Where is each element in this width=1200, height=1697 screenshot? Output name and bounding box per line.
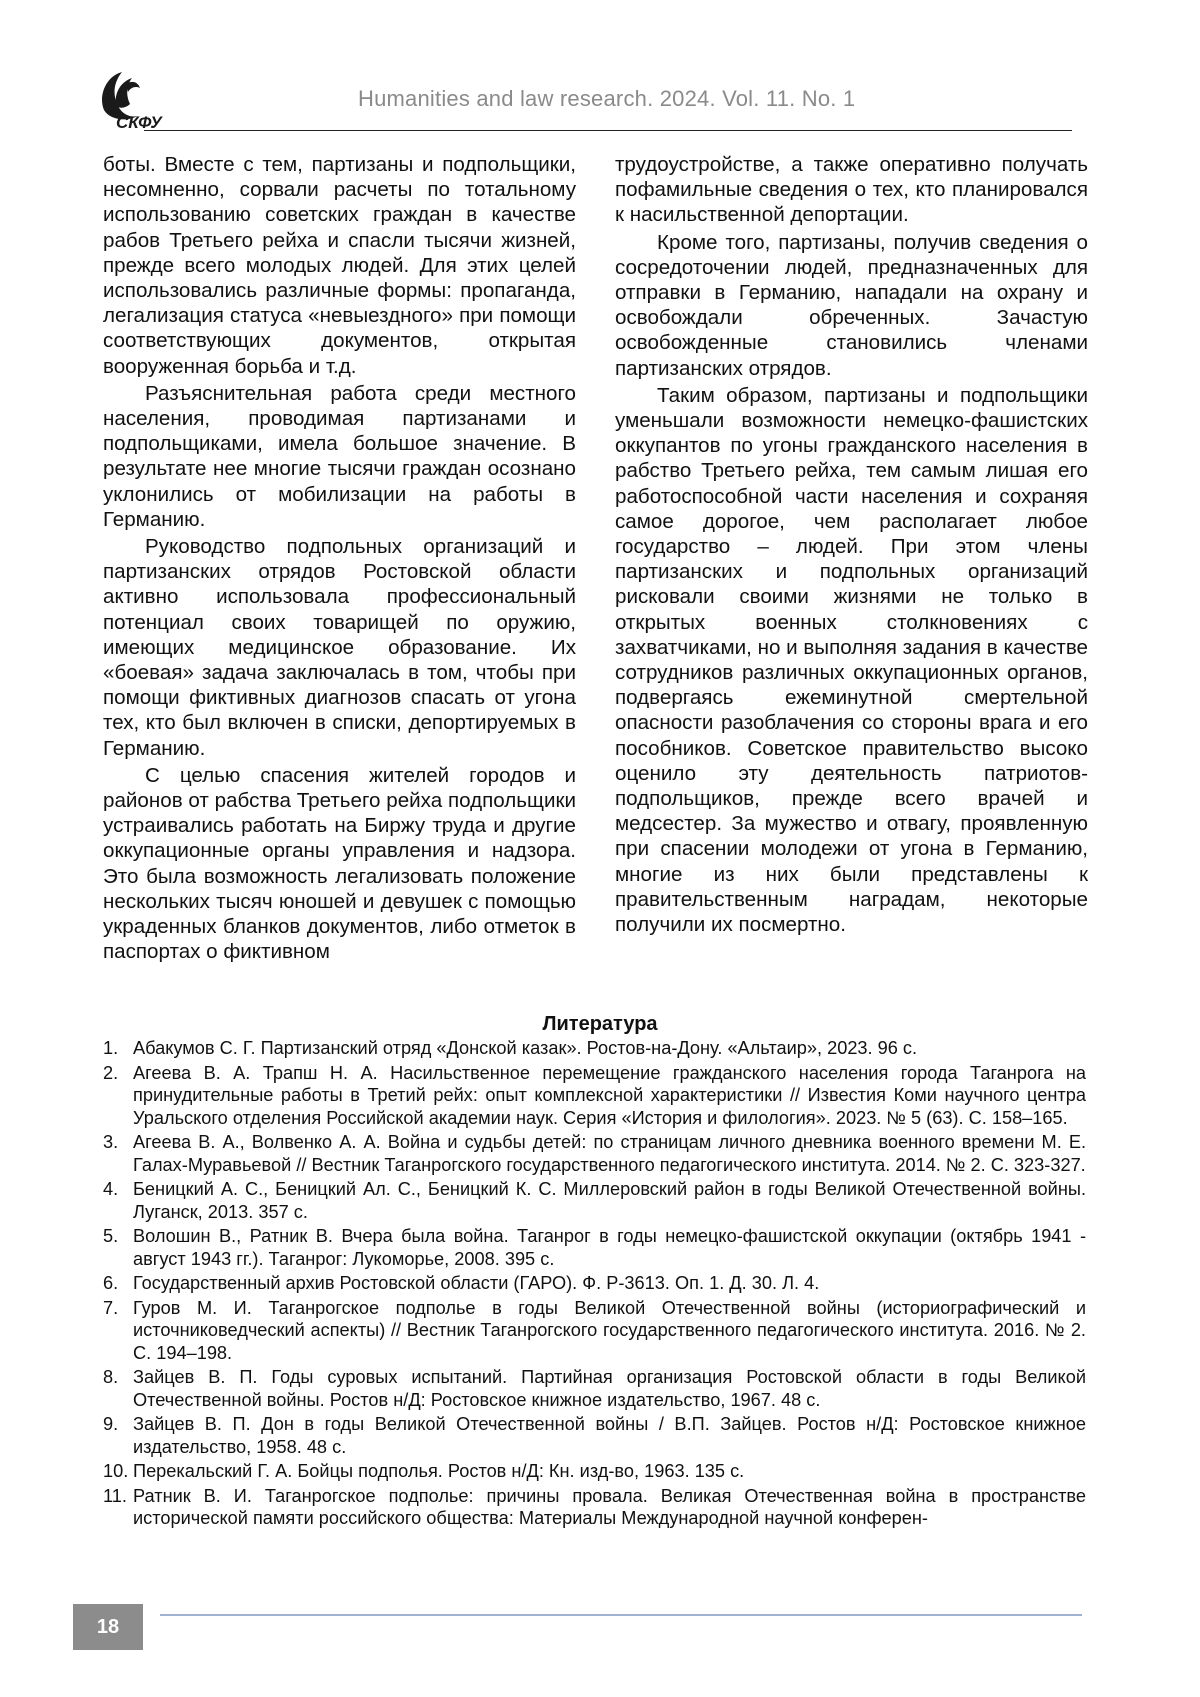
paragraph: Таким образом, партизаны и подпольщики уменьшали возможности немецко-фашистских оккупантов по угоны гражданского населения в рабство Третьего рейха, тем самым лишая его работоспособной части населения и сохраняя самое дорогое, чем располагает любое государство – людей. При этом члены партизанских и подпольных организаций рисковали своими жизнями не только в открытых военных столкновениях с захватчиками, но и выполняя задания в качестве сотрудников различных оккупационных органов, подвергаясь ежеминутной смертельной опасности разоблачения со стороны врага и его пособников. Советское правительство высоко оценило эту деятельность патриотов-подпольщиков, прежде всего врачей и медсестер. За мужество и отвагу, проявленную при спасении молодежи от угона в Германию, многие из них были представлены к правительственным наградам, некоторые получили их посмертно. — [615, 383, 1088, 937]
university-logo — [96, 66, 180, 130]
reference-text: Волошин В., Ратник В. Вчера была война. Таганрог в годы немецко-фашистской оккупации (октябрь 1941 - август 1943 гг.). Таганрог: Лукоморье, 2008. 395 с. — [133, 1226, 1086, 1269]
paragraph: боты. Вместе с тем, партизаны и подпольщики, несомненно, сорвали расчеты по тотальному использованию советских граждан в качестве рабов Третьего рейха и спасли тысячи жизней, прежде всего молодых людей. Для этих целей использовались различные формы: пропаганда, легализация статуса «невыездного» при помощи соответствующих документов, открытая вооруженная борьба и т.д. — [103, 153, 576, 378]
reference-item — [103, 1225, 1086, 1270]
page-header — [96, 66, 1076, 134]
page-number: 18 — [73, 1604, 143, 1650]
header-divider — [144, 130, 1072, 131]
left-column — [103, 152, 576, 965]
reference-text: Зайцев В. П. Дон в годы Великой Отечественной войны / В.П. Зайцев. Ростов н/Д: Ростовское книжное издательство, 1958. 48 с. — [133, 1414, 1086, 1457]
reference-item — [103, 1413, 1086, 1458]
paragraph: Разъяснительная работа среди местного населения, проводимая партизанами и подпольщиками, имела большое значение. В результате нее многие тысячи граждан осознано уклонились от мобилизации на работы в Германию. — [103, 381, 576, 531]
reference-text: Зайцев В. П. Годы суровых испытаний. Партийная организация Ростовской области в годы Великой Отечественной войны. Ростов н/Д: Ростовское книжное издательство, 1967. 48 с. — [133, 1367, 1086, 1410]
reference-item — [103, 1037, 1086, 1060]
reference-number: 3. — [103, 1132, 119, 1152]
reference-item — [103, 1178, 1086, 1223]
footer-divider — [160, 1614, 1082, 1616]
journal-title: Humanities and law research. 2024. Vol. 11. No. 1 — [358, 86, 856, 111]
paragraph: Руководство подпольных организаций и партизанских отрядов Ростовской области активно использовала профессиональный потенциал своих товарищей по оружию, имеющих медицинское образование. Их «боевая» задача заключалась в том, чтобы при помощи фиктивных диагнозов спасать от угона тех, кто был включен в списки, депортируемых в Германию. — [103, 535, 576, 760]
reference-item — [103, 1460, 1086, 1483]
reference-item — [103, 1485, 1086, 1530]
reference-item — [103, 1131, 1086, 1176]
reference-text: Ратник В. И. Таганрогское подполье: причины провала. Великая Отечественная война в пространстве исторической памяти российского общества: Материалы Международной научной конферен- — [133, 1485, 1086, 1528]
reference-number: 5. — [103, 1226, 119, 1246]
reference-text: Государственный архив Ростовской области (ГАРО). Ф. Р-3613. Оп. 1. Д. 30. Л. 4. — [133, 1273, 820, 1293]
references-list — [103, 1037, 1086, 1532]
reference-number: 1. — [103, 1038, 119, 1058]
references-heading: Литература — [542, 1013, 658, 1035]
reference-text: Агеева В. А., Волвенко А. А. Война и судьбы детей: по страницам личного дневника военного времени М. Е. Галах-Муравьевой // Вестник Таганрогского государственного педагогического института. 2014. № 2. С. 323-327. — [133, 1132, 1086, 1175]
article-body — [103, 152, 1088, 982]
reference-item — [103, 1272, 1086, 1295]
paragraph: трудоустройстве, а также оперативно получать пофамильные сведения о тех, кто планировался к насильственной депортации. — [615, 153, 1088, 227]
logo-text: СКФУ — [116, 113, 162, 130]
reference-number: 8. — [103, 1367, 119, 1387]
right-column — [615, 152, 1088, 937]
reference-number: 11. — [103, 1485, 127, 1506]
reference-number: 10. — [103, 1461, 129, 1481]
reference-number: 7. — [103, 1297, 119, 1318]
reference-text: Агеева В. А. Трапш Н. А. Насильственное перемещение гражданского населения города Таганрога на принудительные работы в Третий рейх: опыт комплексной характеристики // Известия Коми научного центра Уральского отделения Российской академии наук. Серия «История и филология». 2023. № 5 (63). С. 158–165. — [133, 1062, 1086, 1128]
reference-text: Перекальский Г. А. Бойцы подполья. Ростов н/Д: Кн. изд-во, 1963. 135 с. — [133, 1461, 745, 1481]
reference-text: Беницкий А. С., Беницкий Ал. С., Беницкий К. С. Миллеровский район в годы Великой Отечественной войны. Луганск, 2013. 357 с. — [133, 1179, 1086, 1222]
paragraph: С целью спасения жителей городов и районов от рабства Третьего рейха подпольщики устраивались работать на Биржу труда и другие оккупационные органы управления и надзора. Это была возможность легализовать положение нескольких тысяч юношей и девушек с помощью украденных бланков документов, либо отметок в паспортах о фиктивном — [103, 763, 576, 964]
reference-number: 2. — [103, 1062, 119, 1083]
reference-text: Абакумов С. Г. Партизанский отряд «Донской казак». Ростов-на-Дону. «Альтаир», 2023. 96 с. — [133, 1038, 918, 1058]
reference-item — [103, 1062, 1086, 1130]
reference-text: Гуров М. И. Таганрогское подполье в годы Великой Отечественной войны (историографический и источниковедческий аспекты) // Вестник Таганрогского государственного педагогического института. 2016. № 2. С. 194–198. — [133, 1297, 1086, 1363]
reference-number: 4. — [103, 1179, 119, 1199]
reference-number: 9. — [103, 1414, 119, 1434]
reference-number: 6. — [103, 1273, 119, 1293]
paragraph: Кроме того, партизаны, получив сведения о сосредоточении людей, предназначенных для отправки в Германию, нападали на охрану и освобождали обреченных. Зачастую освобожденные становились членами партизанских отрядов. — [615, 230, 1088, 380]
reference-item — [103, 1297, 1086, 1365]
reference-item — [103, 1366, 1086, 1411]
university-logo-icon — [96, 66, 180, 130]
